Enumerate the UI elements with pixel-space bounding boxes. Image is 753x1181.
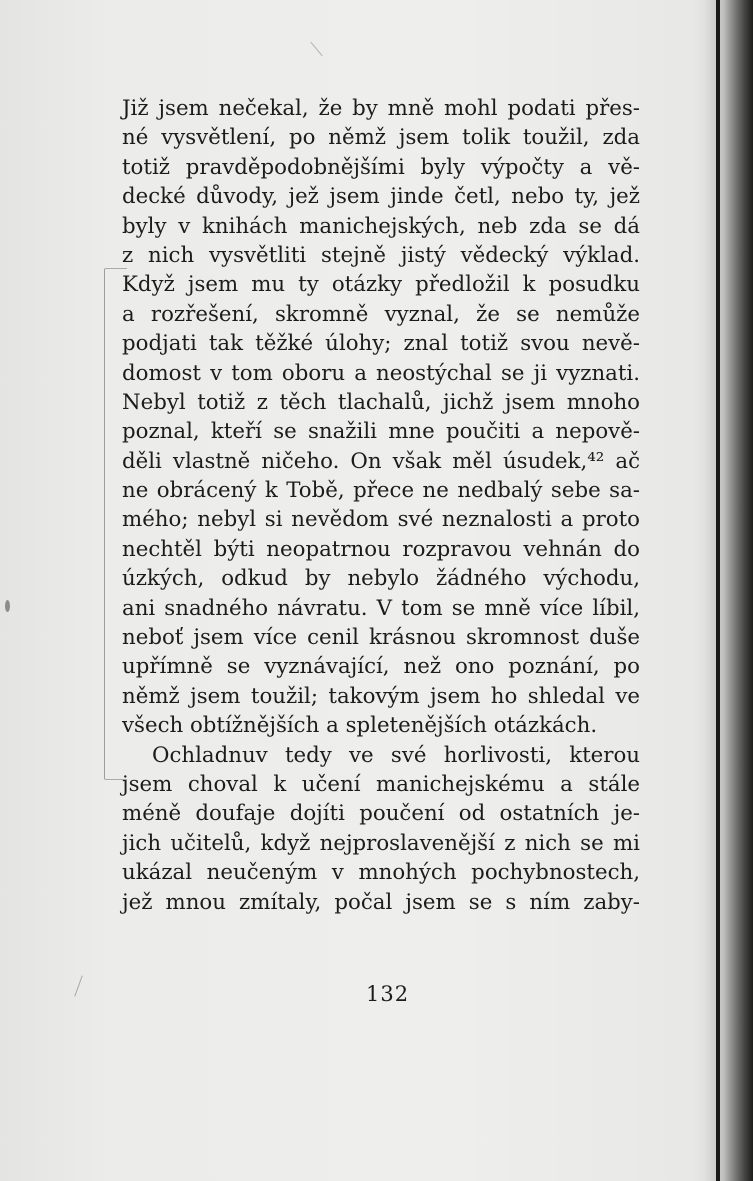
- body-text: [122, 94, 640, 917]
- text-line: né vysvětlení, po němž jsem tolik toužil, zda: [122, 125, 640, 151]
- text-line: ne obrácený k Tobě, přece ne nedbalý sebe sa-: [122, 478, 640, 504]
- stray-mark: [74, 975, 82, 996]
- text-line: úzkých, odkud by nebylo žádného východu,: [122, 566, 640, 592]
- spine-edge: [716, 0, 720, 1181]
- text-line: nechtěl býti neopatrnou rozpravou vehnán do: [122, 536, 640, 562]
- spine-shadow: [704, 0, 753, 1181]
- text-line: ani snadného návratu. V tom se mně více líbil,: [122, 595, 640, 621]
- text-line: mého; nebyl si nevědom své neznalosti a proto: [122, 507, 640, 533]
- text-line: méně doufaje dojíti poučení od ostatních je-: [122, 801, 640, 827]
- text-line: všech obtížnějších a spletenějších otázkách.: [122, 713, 598, 739]
- page-number: 132: [366, 982, 410, 1006]
- text-line: jich učitelů, když nejproslavenější z nich se mi: [122, 830, 640, 856]
- text-line: upřímně se vyznávající, než ono poznání, po: [122, 654, 640, 680]
- text-line: z nich vysvětliti stejně jistý vědecký výklad.: [122, 242, 640, 268]
- text-line: Když jsem mu ty otázky předložil k posudku: [122, 272, 640, 298]
- paragraph-start-line: Ochladnuv tedy ve své horlivosti, kterou: [152, 742, 640, 768]
- text-line: němž jsem toužil; takovým jsem ho shledal ve: [122, 683, 640, 709]
- stray-mark: [310, 42, 322, 56]
- text-line: poznal, kteří se snažili mne poučiti a nepově-: [122, 419, 640, 445]
- margin-dot: [5, 600, 10, 612]
- text-line: ukázal neučeným v mnohých pochybnostech,: [122, 860, 640, 886]
- text-line: děli vlastně ničeho. On však měl úsudek,⁴² ač: [122, 448, 640, 474]
- text-line: domost v tom oboru a neostýchal se ji vyznati.: [122, 360, 640, 386]
- text-line: Již jsem nečekal, že by mně mohl podati přes-: [122, 96, 640, 121]
- text-line: byly v knihách manichejských, neb zda se dá: [122, 213, 640, 239]
- text-line: a rozřešení, skromně vyznal, že se nemůže: [122, 301, 640, 327]
- text-line: jež mnou zmítaly, počal jsem se s ním zaby-: [122, 889, 640, 915]
- text-line: neboť jsem více cenil krásnou skromnost duše: [122, 625, 640, 651]
- text-line: decké důvody, jež jsem jinde četl, nebo ty, jež: [122, 184, 640, 210]
- text-line: totiž pravděpodobnějšími byly výpočty a vě-: [122, 154, 640, 180]
- text-line: Nebyl totiž z těch tlachalů, jichž jsem mnoho: [122, 389, 640, 415]
- text-line: podjati tak těžké úlohy; znal totiž svou nevě-: [122, 331, 640, 357]
- text-line: jsem choval k učení manichejskému a stále: [122, 771, 640, 797]
